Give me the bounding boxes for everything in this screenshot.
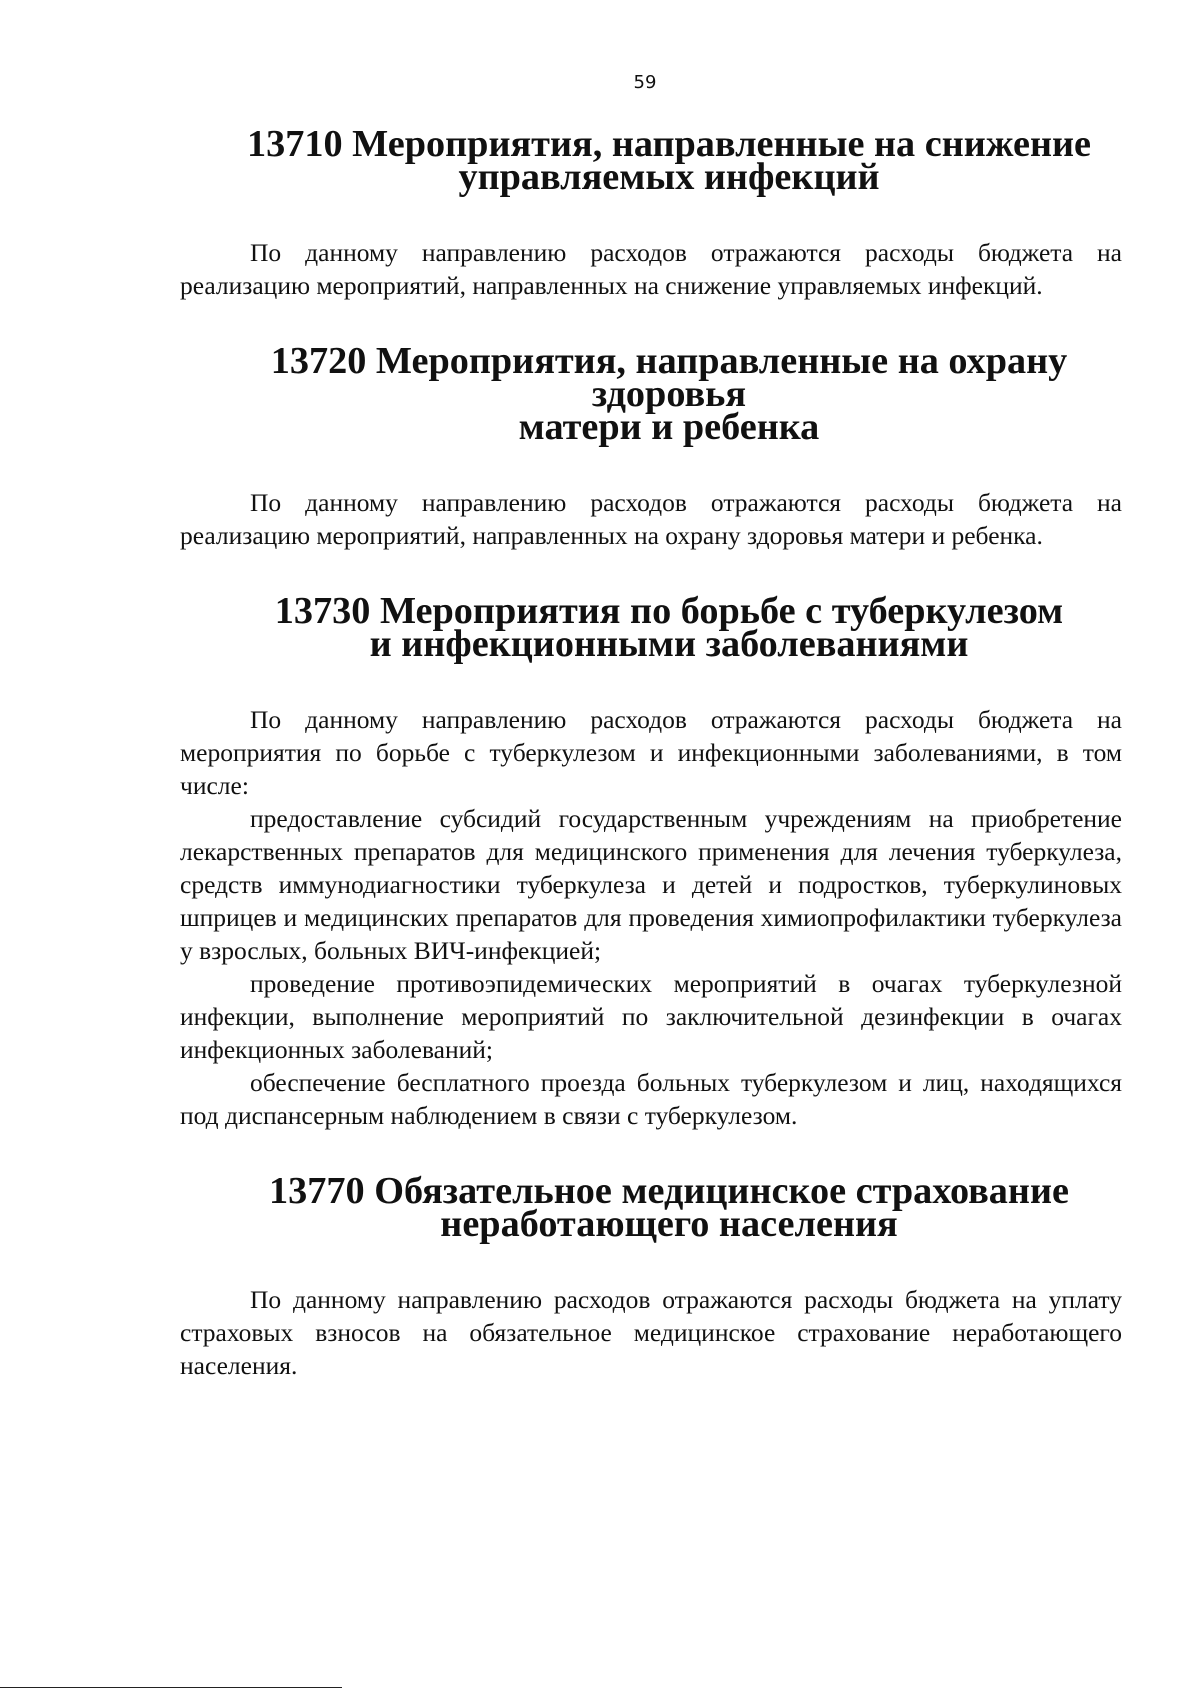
section-heading-line: 13710 Мероприятия, направленные на снижение: [246, 123, 1092, 165]
section-heading: [180, 1170, 1122, 1245]
section-heading: [180, 340, 1122, 448]
section-heading: [180, 123, 1122, 198]
section-heading-line: неработающего населения: [440, 1203, 898, 1245]
section-heading-line: 13770 Обязательное медицинское страхование: [269, 1170, 1069, 1212]
section-paragraph: По данному направлению расходов отражаются расходы бюджета на реализацию мероприятий, направленных на охрану здоровья матери и ребенка.: [180, 488, 1122, 550]
section-heading: [180, 590, 1122, 665]
section-paragraph: По данному направлению расходов отражаются расходы бюджета на уплату страховых взносов на обязательное медицинское страхование неработающего населения.: [180, 1285, 1122, 1380]
document-body: [180, 123, 1122, 1382]
bottom-divider: [0, 1687, 342, 1688]
list-paragraph: проведение противоэпидемических мероприятий в очагах туберкулезной инфекции, выполнение мероприятий по заключительной дезинфекции в очагах инфекционных заболеваний;: [180, 969, 1122, 1064]
section-heading-line: 13720 Мероприятия, направленные на охрану здоровья: [270, 340, 1068, 415]
section-heading-line: матери и ребенка: [518, 406, 820, 448]
section-13730: [180, 590, 1122, 1132]
section-13770: [180, 1170, 1122, 1382]
section-heading-line: управляемых инфекций: [458, 156, 880, 198]
list-paragraph: обеспечение бесплатного проезда больных туберкулезом и лиц, находящихся под диспансерным наблюдением в связи с туберкулезом.: [180, 1068, 1122, 1130]
section-heading-line: 13730 Мероприятия по борьбе с туберкулезом: [274, 590, 1064, 632]
section-paragraph: По данному направлению расходов отражаются расходы бюджета на мероприятия по борьбе с туберкулезом и инфекционными заболеваниями, в том числе:: [180, 705, 1122, 800]
section-13720: [180, 340, 1122, 552]
section-heading-line: и инфекционными заболеваниями: [369, 623, 969, 665]
section-13710: [180, 123, 1122, 302]
page-number: 59: [633, 72, 657, 93]
section-paragraph: По данному направлению расходов отражаются расходы бюджета на реализацию мероприятий, направленных на снижение управляемых инфекций.: [180, 238, 1122, 300]
list-paragraph: предоставление субсидий государственным учреждениям на приобретение лекарственных препаратов для медицинского применения для лечения туберкулеза, средств иммунодиагностики туберкулеза и детей и подростков, туберкулиновых шприцев и медицинских препаратов для проведения химиопрофилактики туберкулеза у взрослых, больных ВИЧ-инфекцией;: [180, 804, 1122, 965]
